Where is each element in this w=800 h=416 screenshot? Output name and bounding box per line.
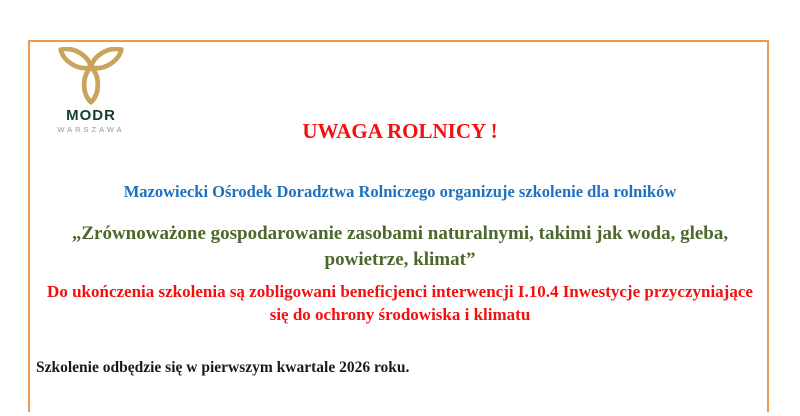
logo-org-name: MODR <box>66 107 116 124</box>
training-topic-quote <box>0 221 800 273</box>
topic-line-1: „Zrównoważone gospodarowanie zasobami naturalnymi, takimi jak woda, gleba, <box>71 223 729 244</box>
topic-line-2: powietrze, klimat” <box>324 249 476 270</box>
headline-uwaga-rolnicy: UWAGA ROLNICY ! <box>302 119 498 143</box>
obligation-line-1: Do ukończenia szkolenia są zobligowani beneficjenci interwencji I.10.4 Inwestycje przyczyniające <box>47 282 753 301</box>
logo-org-city: WARSZAWA <box>57 125 125 134</box>
intro-line: Mazowiecki Ośrodek Doradztwa Rolniczego organizuje szkolenie dla rolników <box>123 182 677 201</box>
modr-trefoil-icon <box>50 47 132 105</box>
obligation-note <box>0 280 800 326</box>
schedule-line: Szkolenie odbędzie się w pierwszym kwartale 2026 roku. <box>36 359 410 376</box>
obligation-line-2: się do ochrony środowiska i klimatu <box>269 305 531 324</box>
